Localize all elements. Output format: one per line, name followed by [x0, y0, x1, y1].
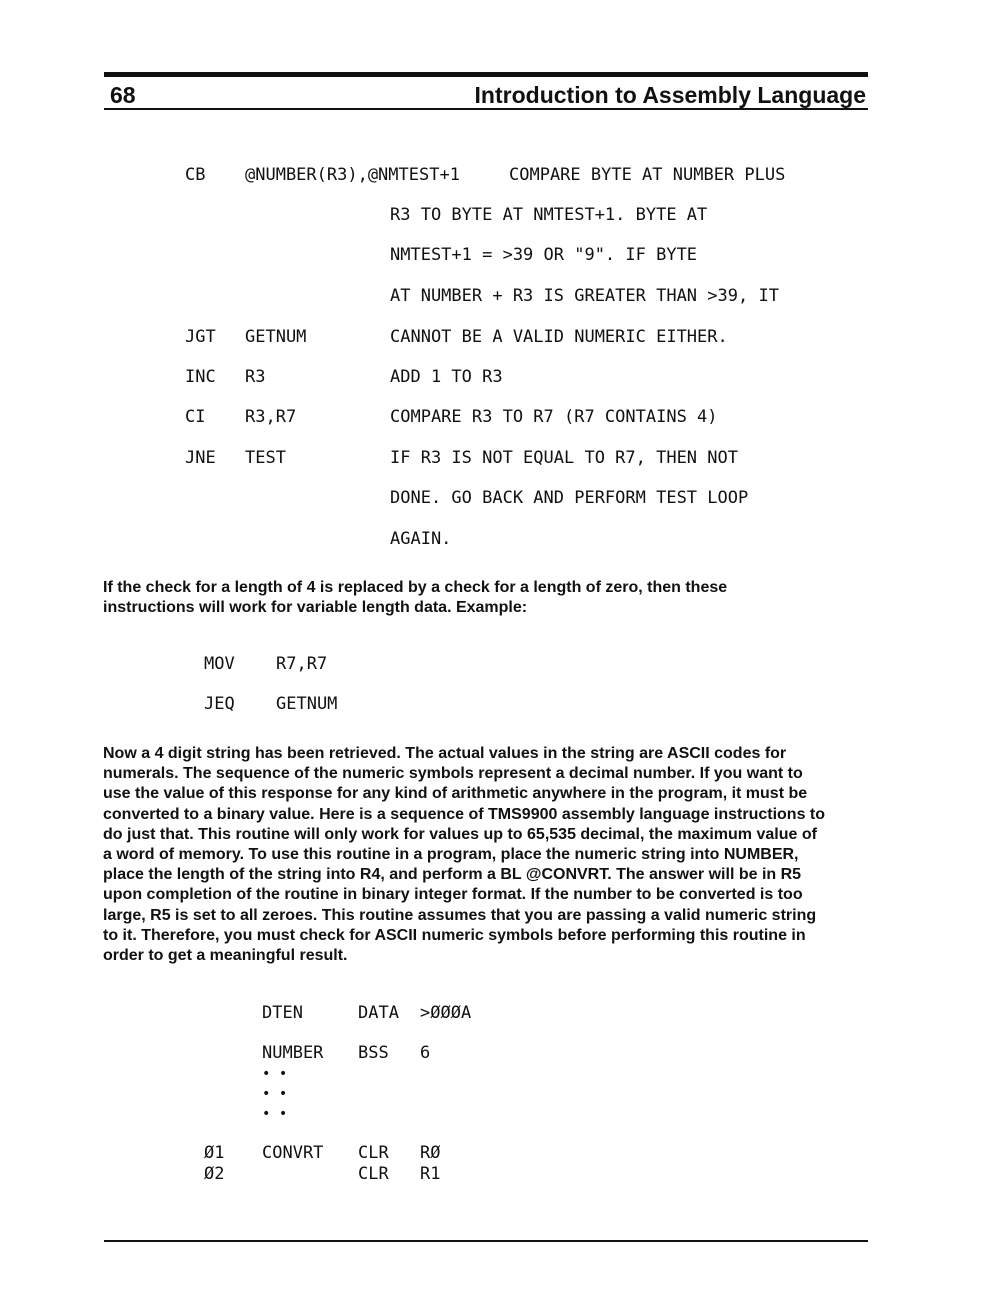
paragraph	[103, 578, 727, 618]
code-op: JEQ	[204, 694, 235, 714]
code-comment: AGAIN.	[390, 529, 452, 549]
page-number: 68	[110, 82, 136, 108]
paragraph-line: to it. Therefore, you must check for ASCII numeric symbols before performing this routine in	[103, 926, 806, 944]
code-arg: GETNUM	[245, 327, 307, 347]
paragraph-line: order to get a meaningful result.	[103, 947, 348, 965]
code-arg: 6	[420, 1043, 431, 1063]
code-comment: COMPARE BYTE AT NUMBER PLUS	[509, 165, 786, 185]
code-comment: NMTEST+1 = >39 OR "9". IF BYTE	[390, 245, 698, 265]
code-op: INC	[185, 367, 216, 387]
paragraph-line: use the value of this response for any kind of arithmetic anywhere in the program, it must be	[103, 785, 808, 803]
paragraph-line: numerals. The sequence of the numeric symbols represent a decimal number. If you want to	[103, 765, 803, 783]
code-op: CI	[185, 407, 206, 427]
code-arg: R3,R7	[245, 407, 297, 427]
paragraph-line: large, R5 is set to all zeroes. This routine assumes that you are passing a valid numeric string	[103, 906, 817, 924]
code-arg: RØ	[420, 1143, 441, 1163]
line-number: Ø2	[204, 1164, 225, 1184]
code-arg: R3	[245, 367, 266, 387]
code-comment: ADD 1 TO R3	[390, 367, 503, 387]
paragraph-line: do just that. This routine will only work for values up to 65,535 decimal, the maximum value of	[103, 825, 817, 843]
paragraph-line: instructions will work for variable length data. Example:	[103, 599, 528, 617]
code-comment: IF R3 IS NOT EQUAL TO R7, THEN NOT	[390, 448, 738, 468]
paragraph	[103, 744, 825, 966]
code-op: CLR	[358, 1164, 389, 1184]
code-arg: R1	[420, 1164, 441, 1184]
code-op: BSS	[358, 1043, 389, 1063]
code-comment: AT NUMBER + R3 IS GREATER THAN >39, IT	[390, 286, 779, 306]
header-rule-top	[104, 72, 868, 77]
code-label: NUMBER	[262, 1043, 324, 1063]
paragraph-line: If the check for a length of 4 is replaced by a check for a length of zero, then these	[103, 579, 728, 596]
code-arg: @NUMBER(R3),@NMTEST+1	[245, 165, 460, 185]
code-op: JNE	[185, 448, 216, 468]
code-label: DTEN	[262, 1003, 303, 1023]
paragraph-line: place the length of the string into R4, and perform a BL @CONVRT. The answer will be in R5	[103, 866, 802, 884]
code-label: CONVRT	[262, 1143, 324, 1163]
ellipsis-dots: • •	[262, 1086, 288, 1102]
code-op: MOV	[204, 654, 235, 674]
code-arg: TEST	[245, 448, 286, 468]
code-op: CLR	[358, 1143, 389, 1163]
code-arg: >ØØØA	[420, 1003, 472, 1023]
code-comment: COMPARE R3 TO R7 (R7 CONTAINS 4)	[390, 407, 718, 427]
code-arg: R7,R7	[276, 654, 328, 674]
code-comment: CANNOT BE A VALID NUMERIC EITHER.	[390, 327, 728, 347]
code-comment: R3 TO BYTE AT NMTEST+1. BYTE AT	[390, 205, 708, 225]
ellipsis-dots: • •	[262, 1106, 288, 1122]
paragraph-line: converted to a binary value. Here is a sequence of TMS9900 assembly language instructions to	[103, 805, 826, 823]
paragraph-line: upon completion of the routine in binary integer format. If the number to be converted is too	[103, 886, 803, 904]
footer-rule	[104, 1240, 868, 1242]
page-title: Introduction to Assembly Language	[474, 82, 866, 108]
code-arg: GETNUM	[276, 694, 338, 714]
code-comment: DONE. GO BACK AND PERFORM TEST LOOP	[390, 488, 749, 508]
header-rule-bottom	[104, 108, 868, 110]
paragraph-line: a word of memory. To use this routine in a program, place the numeric string into NUMBER,	[103, 846, 799, 864]
code-op: CB	[185, 165, 206, 185]
ellipsis-dots: • •	[262, 1066, 288, 1082]
code-op: JGT	[185, 327, 216, 347]
code-op: DATA	[358, 1003, 399, 1023]
line-number: Ø1	[204, 1143, 225, 1163]
paragraph-line: Now a 4 digit string has been retrieved. The actual values in the string are ASCII codes for	[103, 745, 787, 762]
